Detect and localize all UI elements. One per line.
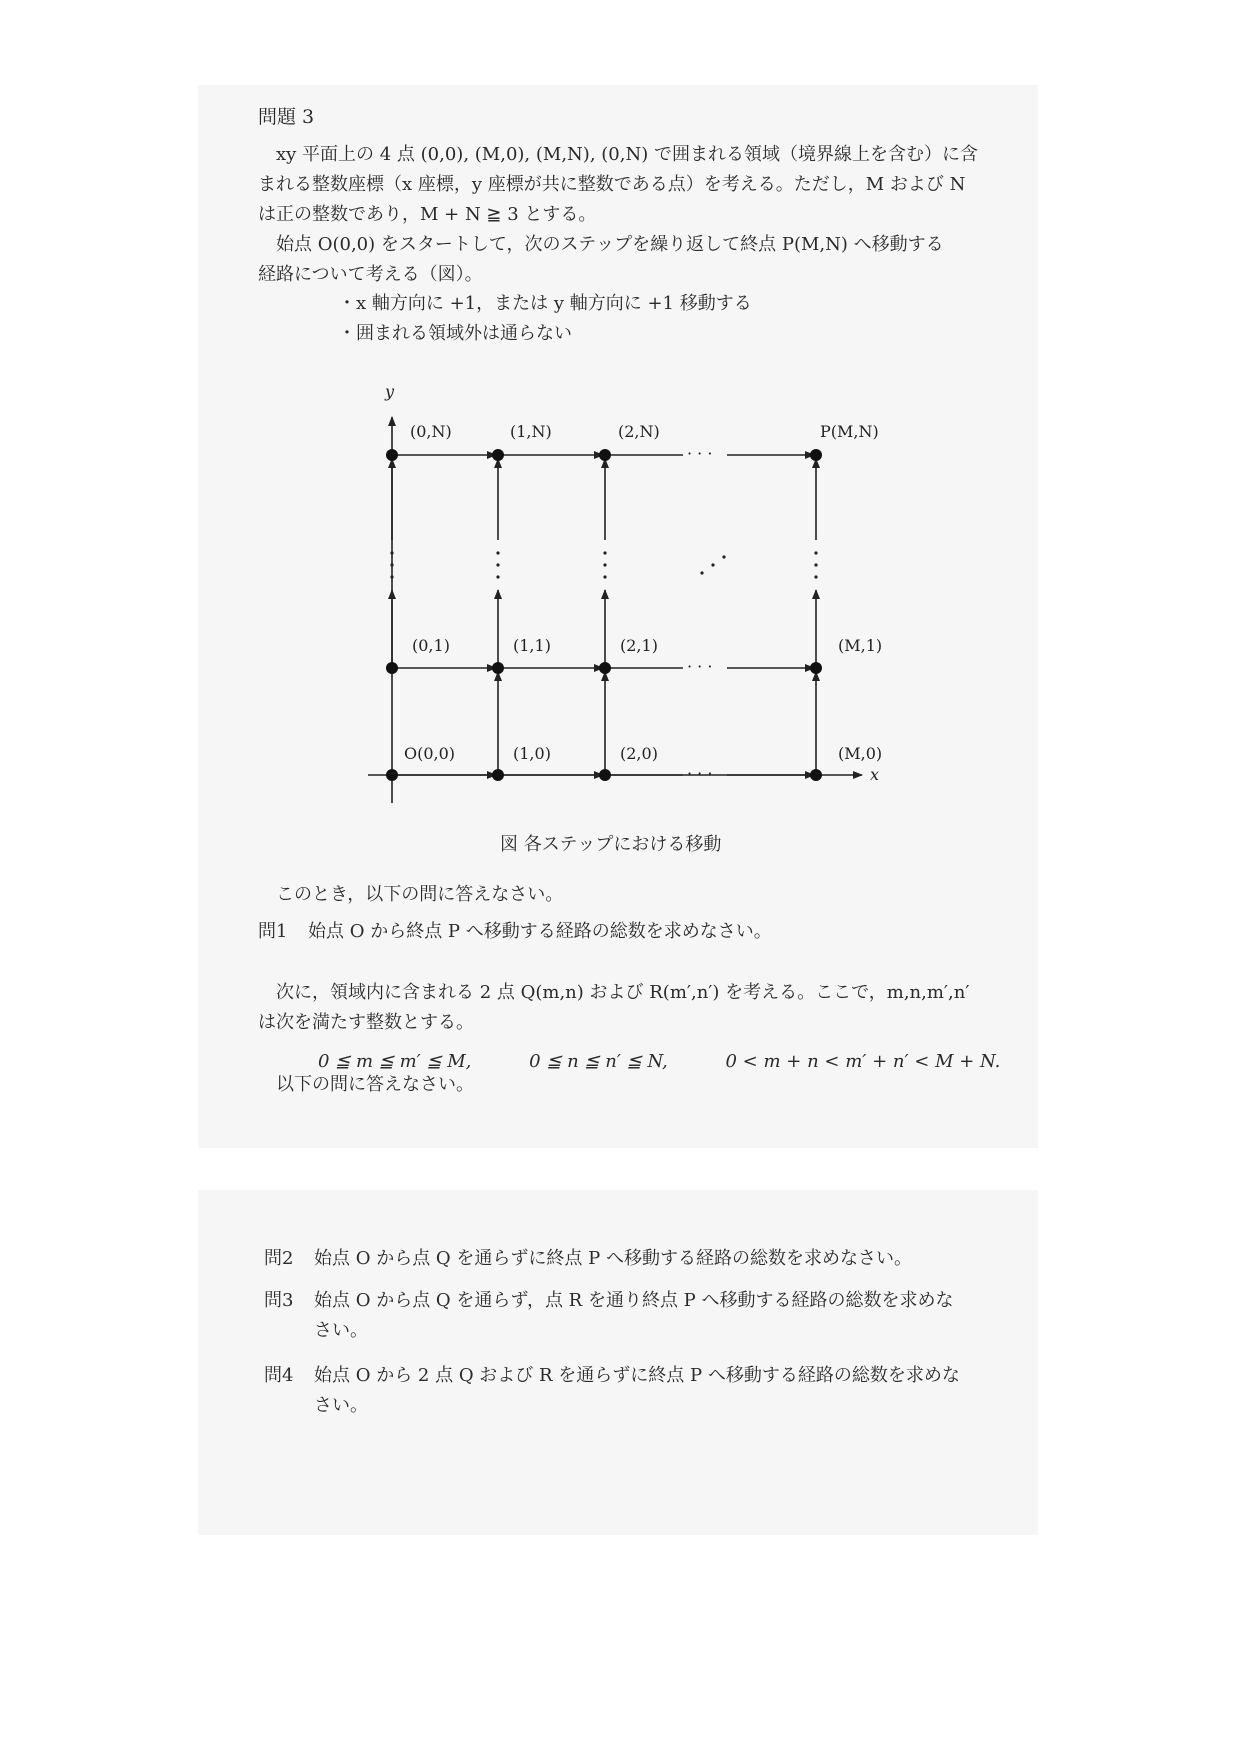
- lattice-point: [386, 449, 398, 461]
- rule-item: ・囲まれる領域外は通らない: [338, 323, 572, 344]
- rule-item: ・x 軸方向に +1，または y 軸方向に +1 移動する: [338, 293, 752, 314]
- point-label: (2,1): [620, 636, 658, 655]
- prompt-1: このとき，以下の問に答えなさい。: [276, 884, 564, 905]
- point-label: (2,N): [618, 422, 660, 441]
- point-label: (M,1): [838, 636, 883, 655]
- axis-label-x: x: [870, 765, 880, 784]
- condition: 0 ≦ m ≦ m′ ≦ M,: [318, 1051, 472, 1072]
- intro-line: は正の整数であり，M + N ≧ 3 とする。: [258, 204, 597, 225]
- condition: 0 < m + n < m′ + n′ < M + N.: [725, 1051, 1001, 1072]
- intro-line: まれる整数座標（x 座標，y 座標が共に整数である点）を考える。ただし，M および N: [258, 174, 966, 195]
- question-text: 始点 O から終点 P へ移動する経路の総数を求めなさい。: [308, 921, 772, 942]
- point-label: (1,1): [513, 636, 551, 655]
- question-number: 問2: [264, 1248, 294, 1269]
- point-label: P(M,N): [820, 422, 879, 441]
- lattice-path-figure: [350, 375, 900, 815]
- lattice-point: [492, 769, 504, 781]
- question-number: 問1: [258, 921, 288, 942]
- question-text-cont: さい。: [314, 1395, 368, 1416]
- intro-paragraph-1: [258, 140, 978, 230]
- point-label: (2,0): [620, 744, 658, 763]
- question-text-cont: さい。: [314, 1320, 368, 1341]
- lattice-point: [810, 662, 822, 674]
- point-label: (0,1): [412, 636, 450, 655]
- question-text: 始点 O から点 Q を通らず，点 R を通り終点 P へ移動する経路の総数を求めな: [314, 1290, 954, 1311]
- lattice-point: [599, 449, 611, 461]
- axis-label-y: y: [385, 382, 395, 401]
- prompt-2: 以下の問に答えなさい。: [276, 1074, 474, 1095]
- lattice-point: [492, 662, 504, 674]
- question-3: [264, 1286, 954, 1346]
- lattice-point: [386, 769, 398, 781]
- question-text: 始点 O から点 Q を通らずに終点 P へ移動する経路の総数を求めなさい。: [314, 1248, 912, 1269]
- mid-paragraph: [258, 978, 978, 1038]
- question-text: 始点 O から 2 点 Q および R を通らずに終点 P へ移動する経路の総数を求めな: [314, 1365, 960, 1386]
- lattice-point: [599, 662, 611, 674]
- h-ellipsis: · · ·: [687, 764, 713, 783]
- intro-line: 始点 O(0,0) をスタートして，次のステップを繰り返して終点 P(M,N) へ移動する: [276, 234, 944, 255]
- point-label: (1,N): [510, 422, 552, 441]
- mid-line: は次を満たす整数とする。: [258, 1012, 474, 1033]
- lattice-point: [810, 449, 822, 461]
- question-2: [264, 1244, 912, 1274]
- rules-list: [338, 289, 752, 349]
- problem-heading: 問題 3: [258, 106, 315, 128]
- lattice-point: [599, 769, 611, 781]
- question-number: 問4: [264, 1365, 294, 1386]
- h-ellipsis: · · ·: [687, 657, 713, 676]
- intro-line: xy 平面上の 4 点 (0,0), (M,0), (M,N), (0,N) で囲まれる領域（境界線上を含む）に含: [276, 144, 978, 165]
- lattice-point: [810, 769, 822, 781]
- question-number: 問3: [264, 1290, 294, 1311]
- mid-line: 次に，領域内に含まれる 2 点 Q(m,n) および R(m′,n′) を考える。ここで，m,n,m′,n′: [276, 982, 970, 1003]
- intro-paragraph-2: [258, 230, 978, 290]
- lattice-point: [492, 449, 504, 461]
- point-label: (0,N): [410, 422, 452, 441]
- intro-line: 経路について考える（図）。: [258, 264, 483, 285]
- question-1: [258, 917, 772, 947]
- point-label: (1,0): [513, 744, 551, 763]
- lattice-point: [386, 662, 398, 674]
- point-label: (M,0): [838, 744, 883, 763]
- point-label: O(0,0): [404, 744, 456, 763]
- h-ellipsis: · · ·: [687, 444, 713, 463]
- condition: 0 ≦ n ≦ n′ ≦ N,: [529, 1051, 668, 1072]
- figure-caption: 図 各ステップにおける移動: [500, 834, 722, 855]
- question-4: [264, 1361, 960, 1421]
